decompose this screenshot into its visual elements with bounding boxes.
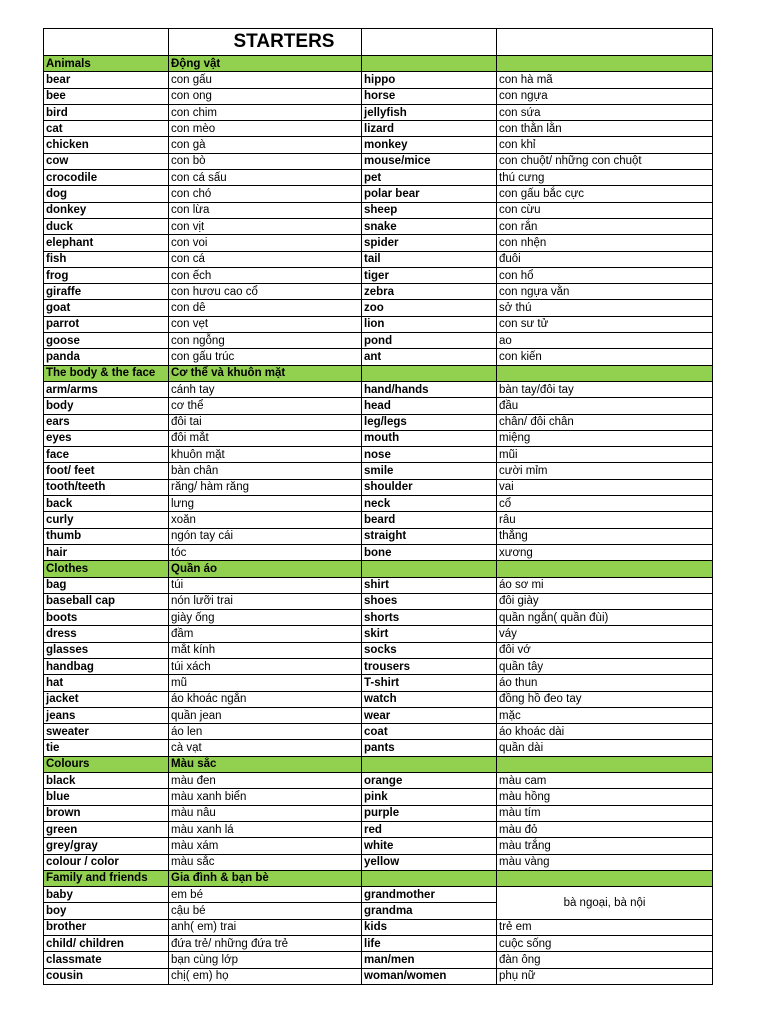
vocabulary-row <box>44 218 713 234</box>
vocabulary-row <box>44 153 713 169</box>
english-word: chicken <box>44 137 169 153</box>
vocabulary-row <box>44 349 713 365</box>
vietnamese-meaning: xoăn <box>169 512 362 528</box>
vocabulary-row <box>44 512 713 528</box>
category-blank-cell <box>362 561 497 577</box>
vietnamese-meaning: màu nâu <box>169 805 362 821</box>
english-word: bone <box>362 544 497 560</box>
vietnamese-meaning: màu cam <box>497 773 713 789</box>
vietnamese-meaning: con gấu trúc <box>169 349 362 365</box>
vietnamese-meaning: màu đỏ <box>497 821 713 837</box>
vietnamese-meaning: túi <box>169 577 362 593</box>
vietnamese-meaning: con ngựa vằn <box>497 284 713 300</box>
english-word: pink <box>362 789 497 805</box>
vietnamese-meaning: mũi <box>497 447 713 463</box>
english-word: child/ children <box>44 936 169 952</box>
english-word: black <box>44 773 169 789</box>
vietnamese-meaning: đuôi <box>497 251 713 267</box>
vietnamese-meaning: cơ thể <box>169 398 362 414</box>
category-blank-cell <box>497 561 713 577</box>
english-word: ears <box>44 414 169 430</box>
vietnamese-meaning: con ngựa <box>497 88 713 104</box>
english-word: dog <box>44 186 169 202</box>
vocabulary-row <box>44 137 713 153</box>
english-word: mouth <box>362 430 497 446</box>
vietnamese-meaning: con nhện <box>497 235 713 251</box>
english-word: jellyfish <box>362 104 497 120</box>
vietnamese-meaning: màu sắc <box>169 854 362 870</box>
vietnamese-meaning: tóc <box>169 544 362 560</box>
vietnamese-meaning: sở thú <box>497 300 713 316</box>
category-blank-cell <box>362 56 497 72</box>
vietnamese-meaning: con ếch <box>169 267 362 283</box>
english-word: kids <box>362 919 497 935</box>
vietnamese-meaning: áo len <box>169 724 362 740</box>
vietnamese-meaning: con dê <box>169 300 362 316</box>
category-name-vi: Cơ thể và khuôn mặt <box>169 365 362 381</box>
vietnamese-meaning: màu xám <box>169 838 362 854</box>
page-title: STARTERS <box>169 29 362 56</box>
vietnamese-meaning: áo sơ mi <box>497 577 713 593</box>
vietnamese-meaning: con cá sấu <box>169 170 362 186</box>
vietnamese-meaning: con hổ <box>497 267 713 283</box>
category-blank-cell <box>362 756 497 772</box>
english-word: goat <box>44 300 169 316</box>
english-word: trousers <box>362 658 497 674</box>
category-header-row <box>44 56 713 72</box>
vietnamese-meaning: mũ <box>169 675 362 691</box>
vocabulary-row <box>44 121 713 137</box>
english-word: zebra <box>362 284 497 300</box>
vocabulary-row <box>44 333 713 349</box>
vietnamese-meaning: mặc <box>497 707 713 723</box>
english-word: sheep <box>362 202 497 218</box>
vietnamese-meaning: khuôn mặt <box>169 447 362 463</box>
vietnamese-meaning: áo thun <box>497 675 713 691</box>
vietnamese-meaning: cười mỉm <box>497 463 713 479</box>
vietnamese-meaning: con voi <box>169 235 362 251</box>
vietnamese-meaning: bạn cùng lớp <box>169 952 362 968</box>
category-blank-cell <box>497 756 713 772</box>
vietnamese-meaning: con sứa <box>497 104 713 120</box>
vietnamese-meaning: vai <box>497 479 713 495</box>
vocabulary-sheet <box>43 28 712 991</box>
english-word: jacket <box>44 691 169 707</box>
english-word: boy <box>44 903 169 919</box>
english-word: boots <box>44 610 169 626</box>
vietnamese-meaning: giày ống <box>169 610 362 626</box>
vocabulary-row <box>44 202 713 218</box>
english-word: hand/hands <box>362 381 497 397</box>
english-word: classmate <box>44 952 169 968</box>
english-word: ant <box>362 349 497 365</box>
vietnamese-meaning: con kiến <box>497 349 713 365</box>
english-word: tiger <box>362 267 497 283</box>
vocabulary-row <box>44 936 713 952</box>
vietnamese-meaning: thú cưng <box>497 170 713 186</box>
vietnamese-meaning: đôi giày <box>497 593 713 609</box>
vocabulary-row <box>44 593 713 609</box>
english-word: hat <box>44 675 169 691</box>
english-word: shoulder <box>362 479 497 495</box>
vietnamese-meaning: con gà <box>169 137 362 153</box>
vietnamese-meaning: đầm <box>169 626 362 642</box>
vietnamese-meaning: đàn ông <box>497 952 713 968</box>
vietnamese-meaning: em bé <box>169 887 362 903</box>
vietnamese-meaning: xương <box>497 544 713 560</box>
english-word: shirt <box>362 577 497 593</box>
vietnamese-meaning: bàn chân <box>169 463 362 479</box>
vocabulary-row <box>44 528 713 544</box>
english-word: jeans <box>44 707 169 723</box>
vietnamese-meaning: con mèo <box>169 121 362 137</box>
vietnamese-meaning: thẳng <box>497 528 713 544</box>
vietnamese-meaning: màu xanh lá <box>169 821 362 837</box>
vocabulary-row <box>44 724 713 740</box>
vocabulary-row <box>44 626 713 642</box>
english-word: bee <box>44 88 169 104</box>
english-word: coat <box>362 724 497 740</box>
category-blank-cell <box>497 56 713 72</box>
vietnamese-meaning: con thằn lằn <box>497 121 713 137</box>
vocabulary-row <box>44 316 713 332</box>
english-word: face <box>44 447 169 463</box>
english-word: head <box>362 398 497 414</box>
category-header-row <box>44 756 713 772</box>
vietnamese-meaning: màu vàng <box>497 854 713 870</box>
vietnamese-meaning: con cá <box>169 251 362 267</box>
vietnamese-meaning: nón lưỡi trai <box>169 593 362 609</box>
english-word: skirt <box>362 626 497 642</box>
vietnamese-meaning: cà vạt <box>169 740 362 756</box>
vocabulary-row <box>44 496 713 512</box>
vietnamese-meaning: con gấu bắc cực <box>497 186 713 202</box>
vocabulary-row <box>44 773 713 789</box>
category-name-en: The body & the face <box>44 365 169 381</box>
english-word: watch <box>362 691 497 707</box>
english-word: bag <box>44 577 169 593</box>
english-word: sweater <box>44 724 169 740</box>
vietnamese-meaning: con gấu <box>169 72 362 88</box>
vietnamese-meaning: đôi vớ <box>497 642 713 658</box>
english-word: body <box>44 398 169 414</box>
vocabulary-row <box>44 430 713 446</box>
vocabulary-row <box>44 968 713 984</box>
english-word: green <box>44 821 169 837</box>
vietnamese-meaning: râu <box>497 512 713 528</box>
english-word: glasses <box>44 642 169 658</box>
vocabulary-row <box>44 658 713 674</box>
vietnamese-meaning: chị( em) họ <box>169 968 362 984</box>
category-name-vi: Màu sắc <box>169 756 362 772</box>
english-word: woman/women <box>362 968 497 984</box>
english-word: beard <box>362 512 497 528</box>
category-header-row <box>44 870 713 886</box>
vocabulary-row <box>44 235 713 251</box>
vocabulary-row <box>44 805 713 821</box>
vietnamese-meaning: màu tím <box>497 805 713 821</box>
english-word: colour / color <box>44 854 169 870</box>
vietnamese-meaning: bà ngoại, bà nội <box>497 887 713 920</box>
vocabulary-row <box>44 642 713 658</box>
vietnamese-meaning: màu hồng <box>497 789 713 805</box>
vocabulary-row <box>44 104 713 120</box>
vietnamese-meaning: con sư tử <box>497 316 713 332</box>
english-word: socks <box>362 642 497 658</box>
vietnamese-meaning: ao <box>497 333 713 349</box>
english-word: baseball cap <box>44 593 169 609</box>
vocabulary-row <box>44 72 713 88</box>
english-word: hippo <box>362 72 497 88</box>
vietnamese-meaning: răng/ hàm răng <box>169 479 362 495</box>
vietnamese-meaning: màu trắng <box>497 838 713 854</box>
vietnamese-meaning: cánh tay <box>169 381 362 397</box>
english-word: shoes <box>362 593 497 609</box>
title-blank-cell <box>497 29 713 56</box>
english-word: tie <box>44 740 169 756</box>
english-word: elephant <box>44 235 169 251</box>
english-word: horse <box>362 88 497 104</box>
english-word: nose <box>362 447 497 463</box>
vietnamese-meaning: quần ngắn( quần đùi) <box>497 610 713 626</box>
english-word: life <box>362 936 497 952</box>
english-word: monkey <box>362 137 497 153</box>
english-word: grandma <box>362 903 497 919</box>
vocabulary-row <box>44 267 713 283</box>
english-word: baby <box>44 887 169 903</box>
vietnamese-meaning: áo khoác ngắn <box>169 691 362 707</box>
english-word: cousin <box>44 968 169 984</box>
title-row <box>44 29 713 56</box>
english-word: orange <box>362 773 497 789</box>
english-word: leg/legs <box>362 414 497 430</box>
vietnamese-meaning: váy <box>497 626 713 642</box>
vocabulary-row <box>44 919 713 935</box>
english-word: zoo <box>362 300 497 316</box>
category-blank-cell <box>497 870 713 886</box>
vietnamese-meaning: đôi tai <box>169 414 362 430</box>
english-word: wear <box>362 707 497 723</box>
vietnamese-meaning: lưng <box>169 496 362 512</box>
english-word: spider <box>362 235 497 251</box>
vocabulary-row <box>44 789 713 805</box>
vocabulary-row <box>44 300 713 316</box>
english-word: parrot <box>44 316 169 332</box>
vocabulary-table-body <box>44 29 713 985</box>
vietnamese-meaning: con rắn <box>497 218 713 234</box>
vocabulary-row <box>44 414 713 430</box>
english-word: bear <box>44 72 169 88</box>
vietnamese-meaning: con ong <box>169 88 362 104</box>
english-word: fish <box>44 251 169 267</box>
vietnamese-meaning: đồng hồ đeo tay <box>497 691 713 707</box>
english-word: grey/gray <box>44 838 169 854</box>
vocabulary-row <box>44 479 713 495</box>
english-word: tail <box>362 251 497 267</box>
english-word: dress <box>44 626 169 642</box>
english-word: smile <box>362 463 497 479</box>
vietnamese-meaning: màu đen <box>169 773 362 789</box>
english-word: goose <box>44 333 169 349</box>
english-word: T-shirt <box>362 675 497 691</box>
english-word: arm/arms <box>44 381 169 397</box>
vocabulary-row <box>44 398 713 414</box>
english-word: man/men <box>362 952 497 968</box>
vietnamese-meaning: con lừa <box>169 202 362 218</box>
english-word: brown <box>44 805 169 821</box>
vocabulary-table <box>43 28 713 985</box>
vietnamese-meaning: con bò <box>169 153 362 169</box>
vocabulary-row <box>44 675 713 691</box>
english-word: brother <box>44 919 169 935</box>
vietnamese-meaning: con hà mã <box>497 72 713 88</box>
vocabulary-row <box>44 740 713 756</box>
english-word: curly <box>44 512 169 528</box>
vocabulary-row <box>44 170 713 186</box>
english-word: handbag <box>44 658 169 674</box>
vietnamese-meaning: đầu <box>497 398 713 414</box>
english-word: pond <box>362 333 497 349</box>
english-word: hair <box>44 544 169 560</box>
vietnamese-meaning: cổ <box>497 496 713 512</box>
vietnamese-meaning: con vịt <box>169 218 362 234</box>
vietnamese-meaning: màu xanh biển <box>169 789 362 805</box>
vocabulary-row <box>44 284 713 300</box>
vietnamese-meaning: con chó <box>169 186 362 202</box>
vocabulary-row <box>44 854 713 870</box>
english-word: eyes <box>44 430 169 446</box>
vocabulary-row <box>44 887 713 903</box>
title-blank-cell <box>44 29 169 56</box>
category-blank-cell <box>362 365 497 381</box>
vietnamese-meaning: cuộc sống <box>497 936 713 952</box>
english-word: mouse/mice <box>362 153 497 169</box>
vietnamese-meaning: phụ nữ <box>497 968 713 984</box>
vietnamese-meaning: trẻ em <box>497 919 713 935</box>
vocabulary-row <box>44 691 713 707</box>
vietnamese-meaning: quần tây <box>497 658 713 674</box>
vietnamese-meaning: quần jean <box>169 707 362 723</box>
english-word: shorts <box>362 610 497 626</box>
english-word: white <box>362 838 497 854</box>
category-name-en: Animals <box>44 56 169 72</box>
vocabulary-row <box>44 821 713 837</box>
vietnamese-meaning: miệng <box>497 430 713 446</box>
english-word: back <box>44 496 169 512</box>
english-word: giraffe <box>44 284 169 300</box>
category-header-row <box>44 365 713 381</box>
category-header-row <box>44 561 713 577</box>
english-word: donkey <box>44 202 169 218</box>
category-name-en: Colours <box>44 756 169 772</box>
vietnamese-meaning: anh( em) trai <box>169 919 362 935</box>
vocabulary-row <box>44 610 713 626</box>
vietnamese-meaning: áo khoác dài <box>497 724 713 740</box>
category-blank-cell <box>497 365 713 381</box>
english-word: foot/ feet <box>44 463 169 479</box>
vietnamese-meaning: quần dài <box>497 740 713 756</box>
vietnamese-meaning: con vẹt <box>169 316 362 332</box>
vocabulary-row <box>44 381 713 397</box>
english-word: lion <box>362 316 497 332</box>
vocabulary-row <box>44 577 713 593</box>
english-word: cow <box>44 153 169 169</box>
english-word: lizard <box>362 121 497 137</box>
vocabulary-row <box>44 707 713 723</box>
english-word: polar bear <box>362 186 497 202</box>
vietnamese-meaning: cậu bé <box>169 903 362 919</box>
vietnamese-meaning: con ngỗng <box>169 333 362 349</box>
vietnamese-meaning: chân/ đôi chân <box>497 414 713 430</box>
vietnamese-meaning: mắt kính <box>169 642 362 658</box>
vocabulary-row <box>44 952 713 968</box>
vocabulary-row <box>44 186 713 202</box>
english-word: tooth/teeth <box>44 479 169 495</box>
english-word: red <box>362 821 497 837</box>
english-word: neck <box>362 496 497 512</box>
english-word: straight <box>362 528 497 544</box>
english-word: bird <box>44 104 169 120</box>
vocabulary-row <box>44 463 713 479</box>
english-word: yellow <box>362 854 497 870</box>
vocabulary-row <box>44 838 713 854</box>
category-name-vi: Quần áo <box>169 561 362 577</box>
english-word: blue <box>44 789 169 805</box>
vietnamese-meaning: con hươu cao cổ <box>169 284 362 300</box>
vocabulary-row <box>44 544 713 560</box>
vocabulary-row <box>44 251 713 267</box>
vietnamese-meaning: con chim <box>169 104 362 120</box>
english-word: thumb <box>44 528 169 544</box>
vocabulary-row <box>44 447 713 463</box>
english-word: panda <box>44 349 169 365</box>
vietnamese-meaning: con khỉ <box>497 137 713 153</box>
vietnamese-meaning: con chuột/ những con chuột <box>497 153 713 169</box>
category-name-vi: Động vật <box>169 56 362 72</box>
vocabulary-row <box>44 88 713 104</box>
english-word: cat <box>44 121 169 137</box>
english-word: grandmother <box>362 887 497 903</box>
english-word: frog <box>44 267 169 283</box>
vietnamese-meaning: ngón tay cái <box>169 528 362 544</box>
english-word: pet <box>362 170 497 186</box>
english-word: pants <box>362 740 497 756</box>
category-name-vi: Gia đình & bạn bè <box>169 870 362 886</box>
english-word: purple <box>362 805 497 821</box>
vietnamese-meaning: đôi mắt <box>169 430 362 446</box>
category-blank-cell <box>362 870 497 886</box>
vietnamese-meaning: đứa trẻ/ những đứa trẻ <box>169 936 362 952</box>
vietnamese-meaning: túi xách <box>169 658 362 674</box>
english-word: duck <box>44 218 169 234</box>
english-word: snake <box>362 218 497 234</box>
vietnamese-meaning: bàn tay/đôi tay <box>497 381 713 397</box>
title-blank-cell <box>362 29 497 56</box>
english-word: crocodile <box>44 170 169 186</box>
vietnamese-meaning: con cừu <box>497 202 713 218</box>
category-name-en: Family and friends <box>44 870 169 886</box>
category-name-en: Clothes <box>44 561 169 577</box>
